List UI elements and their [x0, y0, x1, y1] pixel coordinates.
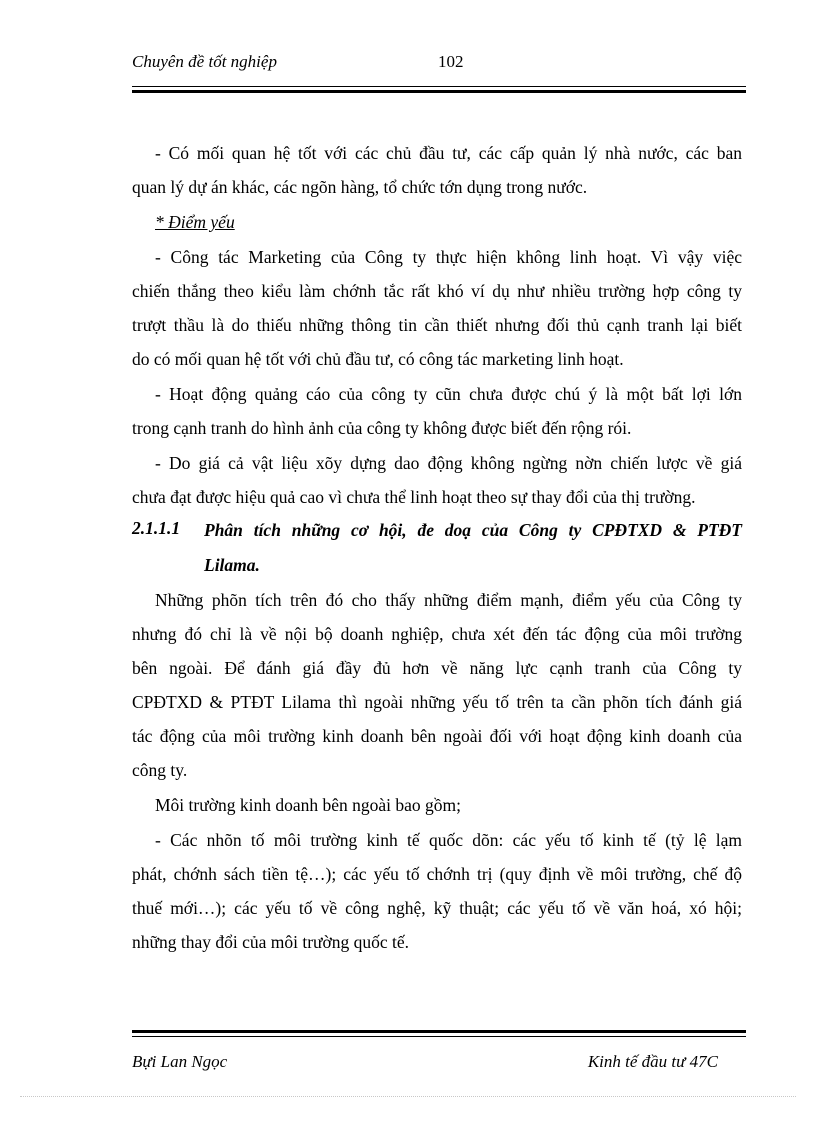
paragraph-1-line-1: - Có mối quan hệ tốt với các chủ đầu tư, các cấp quản lý nhà nước, các ban — [155, 143, 742, 163]
paragraph-2-line-2: chiến thắng theo kiểu làm chớnh tắc rất khó ví dụ như nhiều trường hợp công ty — [132, 281, 742, 301]
paragraph-5-line-3: bên ngoài. Để đánh giá đầy đủ hơn về năng lực cạnh tranh của Công ty — [132, 658, 742, 678]
paragraph-3-line-2: trong cạnh tranh do hình ảnh của công ty không được biết đến rộng rói. — [132, 418, 632, 438]
paragraph-7-line-2: phát, chớnh sách tiền tệ…); các yếu tố chớnh trị (quy định về môi trường, chế độ — [132, 864, 742, 884]
footer-rule-thin — [132, 1036, 746, 1037]
header-title: Chuyên đề tốt nghiệp — [132, 52, 277, 71]
paragraph-4-line-1: - Do giá cả vật liệu xõy dựng dao động không ngừng nờn chiến lược về giá — [155, 453, 742, 473]
footer-rule-thick — [132, 1030, 746, 1033]
paragraph-7-line-4: những thay đổi của môi trường quốc tế. — [132, 932, 410, 952]
section-heading-line-2: Lilama. — [204, 555, 260, 575]
paragraph-5-line-4: CPĐTXD & PTĐT Lilama thì ngoài những yếu tố trên ta cần phõn tích đánh giá — [132, 692, 742, 712]
footer-author: Bựi Lan Ngọc — [132, 1052, 228, 1071]
paragraph-5-line-1: Những phõn tích trên đó cho thấy những điểm mạnh, điểm yếu của Công ty — [155, 590, 742, 610]
paragraph-1-line-2: quan lý dự án khác, các ngõn hàng, tổ chức tớn dụng trong nước. — [132, 177, 588, 197]
paragraph-7-line-1: - Các nhõn tố môi trường kinh tế quốc dõn: các yếu tố kinh tế (tỷ lệ lạm — [155, 830, 742, 850]
paragraph-5-line-5: tác động của môi trường kinh doanh bên ngoài đối với hoạt động kinh doanh của — [132, 726, 742, 746]
paragraph-6: Môi trường kinh doanh bên ngoài bao gồm; — [155, 795, 461, 815]
paragraph-2-line-4: do có mối quan hệ tốt với chủ đầu tư, có công tác marketing linh hoạt. — [132, 349, 624, 369]
page-bottom-dotted-line — [20, 1096, 796, 1097]
section-number: 2.1.1.1 — [132, 518, 181, 538]
footer-class: Kinh tế đầu tư 47C — [587, 1052, 718, 1071]
paragraph-4-line-2: chưa đạt được hiệu quả cao vì chưa thể linh hoạt theo sự thay đổi của thị trường. — [132, 487, 696, 507]
page-number: 102 — [438, 52, 464, 71]
header-rule-thick — [132, 90, 746, 93]
weakness-label: * Điểm yếu — [155, 212, 235, 232]
paragraph-5-line-6: công ty. — [132, 760, 188, 780]
paragraph-2-line-3: trượt thầu là do thiếu những thông tin cần thiết nhưng đối thủ cạnh tranh lại biết — [132, 315, 742, 335]
section-heading-line-1: Phân tích những cơ hội, đe doạ của Công ty CPĐTXD & PTĐT — [204, 520, 742, 540]
page-header — [132, 52, 746, 80]
paragraph-3-line-1: - Hoạt động quảng cáo của công ty cũn chưa được chú ý là một bất lợi lớn — [155, 384, 742, 404]
header-rule-thin — [132, 86, 746, 87]
paragraph-7-line-3: thuế mới…); các yếu tố về công nghệ, kỹ thuật; các yếu tố về văn hoá, xó hội; — [132, 898, 742, 918]
paragraph-2-line-1: - Công tác Marketing của Công ty thực hiện không linh hoạt. Vì vậy việc — [155, 247, 742, 267]
paragraph-5-line-2: nhưng đó chỉ là về nội bộ doanh nghiệp, chưa xét đến tác động của môi trường — [132, 624, 742, 644]
